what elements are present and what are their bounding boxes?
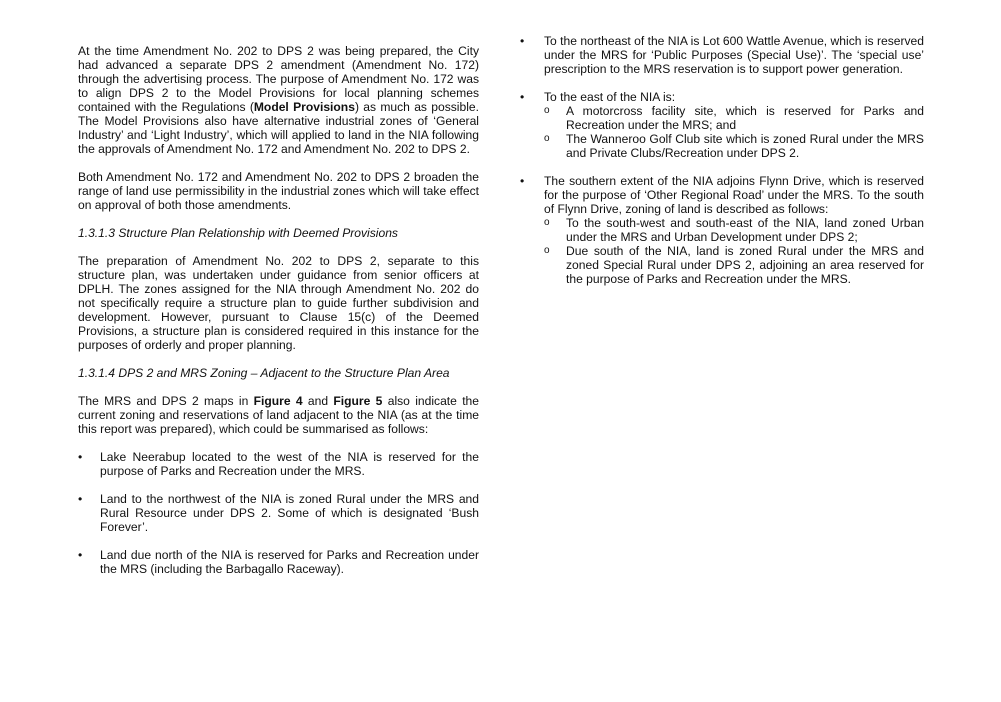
paragraph-structure-plan: The preparation of Amendment No. 202 to DPS 2, separate to this structure plan, was undertaken under guidance from senior officers at DPLH. The zones assigned for the NIA through Amendment No. 202 do not specifically require a structure plan to guide further subdivision and development. However, pursuant to Clause 15(c) of the Deemed Provisions, a structure plan is considered required in this instance for the purposes of orderly and proper planning.: [78, 254, 479, 352]
left-column: [78, 44, 479, 590]
list-item-text: Land to the northwest of the NIA is zoned Rural under the MRS and Rural Resource under DPS 2. Some of which is designated ‘Bush Forever’.: [100, 492, 479, 534]
right-column: [520, 34, 924, 300]
paragraph-text: ) as much as possible. The Model Provisions also have alternative industrial zones of ‘General Industry’ and ‘Light Industry’, which will applied to land in the NIA following the approvals of Amendment No. 172 and Amendment No. 202 to DPS 2.: [78, 100, 479, 156]
paragraph-amendment-172: [78, 44, 479, 156]
bold-term: Model Provisions: [253, 100, 355, 114]
circle-bullet-icon: o: [544, 105, 550, 116]
adjacent-land-list: [78, 450, 479, 576]
adjacent-land-list-continued: [520, 34, 924, 286]
bullet-icon: •: [520, 90, 525, 104]
list-item: [520, 174, 924, 286]
list-item: [520, 90, 924, 160]
sub-list-item-text: A motorcross facility site, which is reserved for Parks and Recreation under the MRS; and: [566, 104, 924, 132]
list-item-text: Lake Neerabup located to the west of the NIA is reserved for the purpose of Parks and Recreation under the MRS.: [100, 450, 479, 478]
figure-4-reference: Figure 4: [253, 394, 303, 408]
circle-bullet-icon: o: [544, 217, 550, 228]
bullet-icon: •: [520, 34, 525, 48]
bullet-icon: •: [520, 174, 525, 188]
paragraph-text: At the time Amendment No. 202 to DPS 2 was being prepared, the City had advanced a separate DPS 2 amendment (Amendment No. 172) through the advertising process. The purpose of Amendment No. 172 was to align DPS 2 to the Model Provisions for local planning schemes contained with the Regulations (: [78, 44, 479, 114]
sub-list: [544, 216, 924, 286]
paragraph-text: The MRS and DPS 2 maps in: [78, 394, 254, 408]
sub-list-item-text: Due south of the NIA, land is zoned Rural under the MRS and zoned Special Rural under DPS 2, adjoining an area reserved for the purpose of Parks and Recreation under the MRS.: [566, 244, 924, 286]
section-heading-1-3-1-4: 1.3.1.4 DPS 2 and MRS Zoning – Adjacent to the Structure Plan Area: [78, 366, 450, 380]
sub-list-item: [544, 216, 924, 244]
list-item: [78, 492, 479, 534]
sub-list-item-text: The Wanneroo Golf Club site which is zoned Rural under the MRS and Private Clubs/Recreation under DPS 2.: [566, 132, 924, 160]
sub-list-item: [544, 132, 924, 160]
paragraph-text: and: [302, 394, 334, 408]
list-item-text: To the northeast of the NIA is Lot 600 Wattle Avenue, which is reserved under the MRS for ‘Public Purposes (Special Use)’. The ‘special use’ prescription to the MRS reservation is to support power generation.: [544, 34, 924, 76]
sub-list-item: [544, 104, 924, 132]
sub-list-item-text: To the south-west and south-east of the NIA, land zoned Urban under the MRS and Urban Development under DPS 2;: [566, 216, 924, 244]
paragraph-text: also indicate the current zoning and reservations of land adjacent to the NIA (as at the time this report was prepared), which could be summarised as follows:: [78, 394, 480, 436]
sub-list: [544, 104, 924, 160]
list-item-text: The southern extent of the NIA adjoins Flynn Drive, which is reserved for the purpose of ‘Other Regional Road’ under the MRS. To the south of Flynn Drive, zoning of land is described as follows:: [544, 174, 924, 216]
bullet-icon: •: [78, 450, 83, 464]
list-item-text: Land due north of the NIA is reserved for Parks and Recreation under the MRS (including the Barbagallo Raceway).: [100, 548, 479, 576]
bullet-icon: •: [78, 548, 83, 562]
circle-bullet-icon: o: [544, 245, 550, 256]
paragraph-land-use: Both Amendment No. 172 and Amendment No. 202 to DPS 2 broaden the range of land use permissibility in the industrial zones which will take effect on approval of both those amendments.: [78, 170, 479, 212]
list-item: [78, 450, 479, 478]
list-item: [520, 34, 924, 76]
list-item-text: To the east of the NIA is:: [544, 90, 676, 104]
list-item: [78, 548, 479, 576]
bullet-icon: •: [78, 492, 83, 506]
figure-5-reference: Figure 5: [333, 394, 383, 408]
sub-list-item: [544, 244, 924, 286]
circle-bullet-icon: o: [544, 133, 550, 144]
paragraph-maps: [78, 394, 479, 436]
section-heading-1-3-1-3: 1.3.1.3 Structure Plan Relationship with Deemed Provisions: [78, 226, 398, 240]
